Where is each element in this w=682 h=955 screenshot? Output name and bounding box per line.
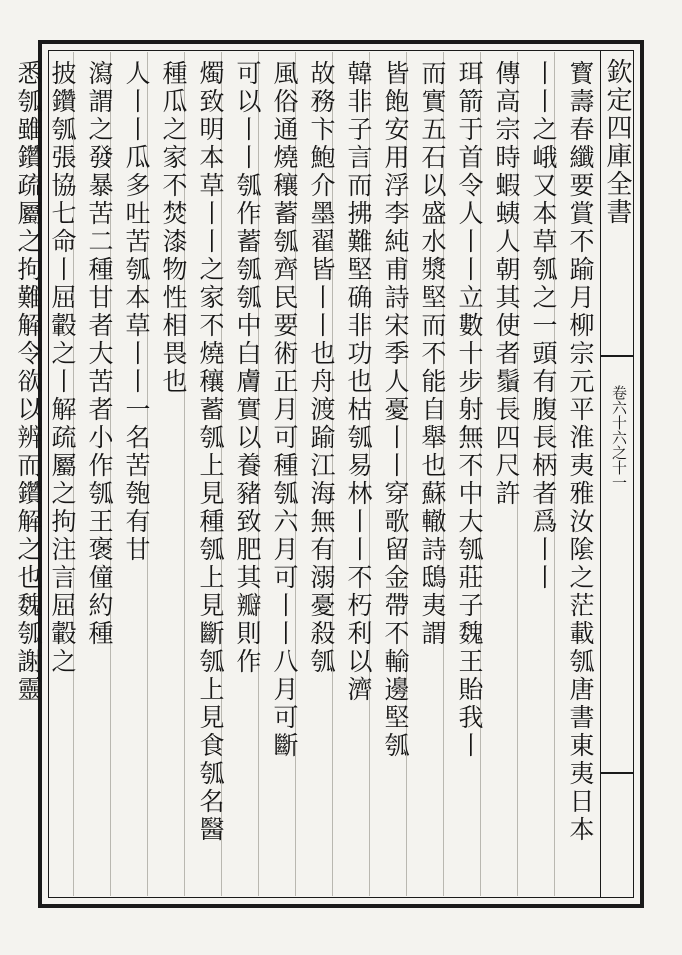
text-column-6: 皆飽安用浮李純甫詩宋季人憂丨丨穿歌留金帶不輸邊堅瓠 (381, 60, 410, 760)
text-column-9: 風俗通燒穰蓄瓠齊民要術正月可種瓠六月可丨丨八月可斷 (270, 60, 299, 760)
juan-label: 卷六十六之十一 (610, 385, 628, 490)
text-column-5: 而實五石以盛水漿堅而不能自舉也蘇轍詩鴟夷謂 (418, 60, 447, 648)
text-column-7: 韓非子言而拂難堅确非功也枯瓠易林丨丨不朽利以濟 (344, 60, 373, 704)
text-column-1: 寳壽春纖要賞不踰月柳宗元平淮夷雅汝隂之茫載瓠唐書東夷日本 (566, 60, 595, 844)
fishtail-mark-upper (600, 355, 634, 357)
text-column-4: 珥箭于首令人丨丨立數十步射無不中大瓠莊子魏王貽我丨 (455, 60, 484, 760)
fishtail-mark-lower (600, 772, 634, 774)
text-column-3: 傳高宗時蝦蛦人朝其使者鬚長四尺許 (492, 60, 521, 508)
text-column-8: 故務卞鮑介墨翟皆丨丨也舟渡踰江海無有溺憂殺瓠 (307, 60, 336, 676)
text-column-13: 人丨丨瓜多吐苦瓠本草丨丨一名苦匏有甘 (122, 60, 151, 564)
text-column-14: 瀉謂之發暴苦二種甘者大苦者小作瓠王褒僮約種 (85, 60, 114, 648)
text-column-16: 悉瓠雖鑽疏屬之拘難解令欲以辨而鑽解之也魏瓠謝靈 (14, 60, 43, 704)
text-column-2: 丨丨之峨又本草瓠之一頭有腹長柄者爲丨丨 (529, 60, 558, 592)
text-column-10: 可以丨丨瓠作蓄瓠瓠中白膚實以養豬致肥其瓣則作 (233, 60, 262, 676)
book-title: 欽定四庫全書 (602, 58, 632, 226)
text-column-12: 種瓜之家不焚漆物性相畏也 (159, 60, 188, 396)
text-column-11: 燭致明本草丨丨之家不燒穰蓄瓠上見種瓠上見斷瓠上見食瓠名醫 (196, 60, 225, 844)
text-column-15: 披鑽瓠張協七命丨屈轂之丨解疏屬之拘注言屈轂之 (48, 60, 77, 676)
